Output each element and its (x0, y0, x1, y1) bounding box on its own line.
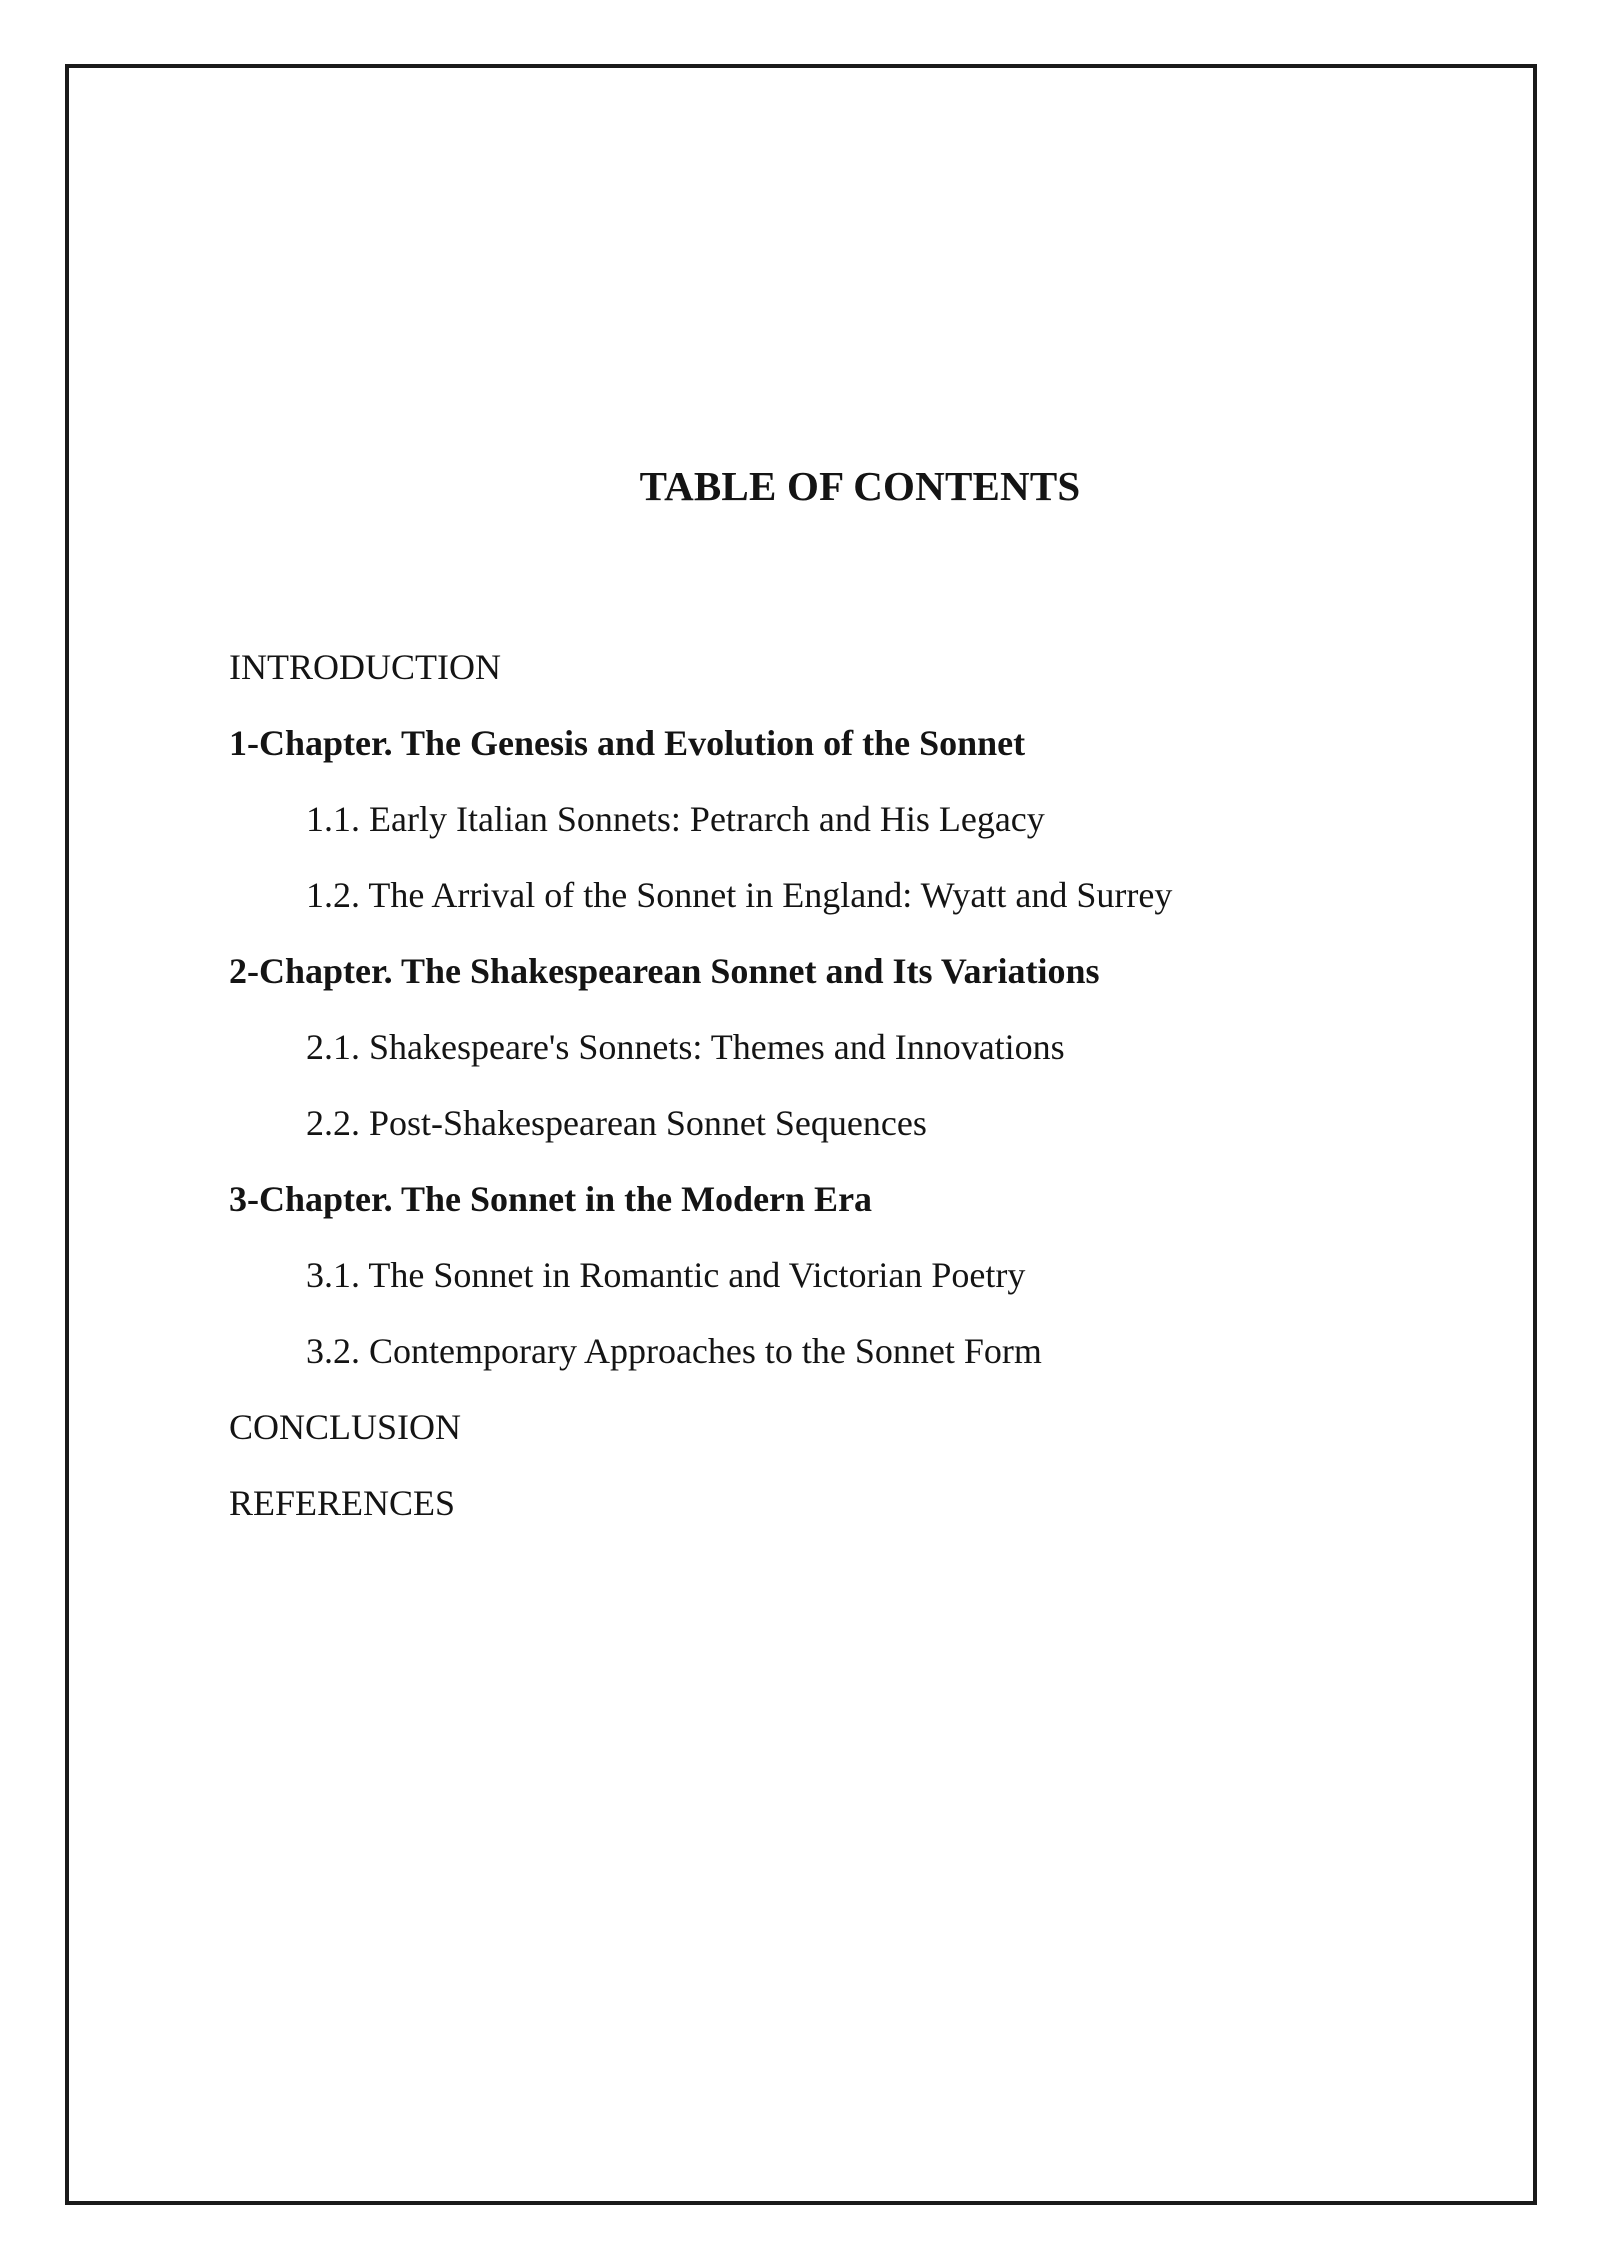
page-title: TABLE OF CONTENTS (639, 463, 1081, 509)
toc-section-3-1: 3.1. The Sonnet in Romantic and Victorian Poetry (306, 1255, 1026, 1295)
toc-entry-conclusion: CONCLUSION (229, 1407, 462, 1447)
toc-section-1-1: 1.1. Early Italian Sonnets: Petrarch and His Legacy (306, 799, 1045, 839)
toc-chapter-2: 2-Chapter. The Shakespearean Sonnet and Its Variations (229, 951, 1100, 991)
toc-section-3-2: 3.2. Contemporary Approaches to the Sonnet Form (306, 1331, 1042, 1371)
toc-section-2-1: 2.1. Shakespeare's Sonnets: Themes and Innovations (306, 1027, 1065, 1067)
toc-chapter-3: 3-Chapter. The Sonnet in the Modern Era (229, 1179, 873, 1219)
toc-entry-introduction: INTRODUCTION (229, 647, 501, 687)
toc-list (229, 639, 1172, 1551)
toc-chapter-1: 1-Chapter. The Genesis and Evolution of the Sonnet (229, 723, 1026, 763)
toc-section-1-2: 1.2. The Arrival of the Sonnet in England: Wyatt and Surrey (306, 875, 1173, 915)
toc-entry-references: REFERENCES (229, 1483, 456, 1523)
toc-section-2-2: 2.2. Post-Shakespearean Sonnet Sequences (306, 1103, 927, 1143)
